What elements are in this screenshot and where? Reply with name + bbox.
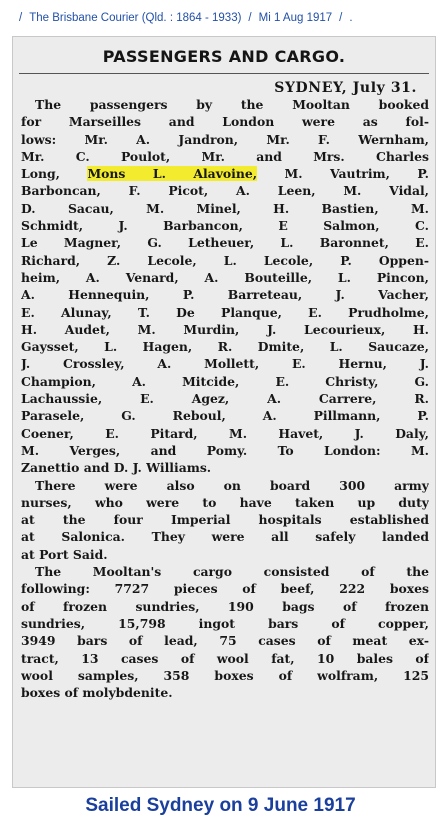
- article-line: Richard, Z. Lecole, L. Lecole, P. Oppen-: [21, 252, 429, 268]
- article-line: for Marseilles and London were as fol-: [21, 114, 429, 130]
- article-body: [21, 96, 429, 701]
- article-line: Coener, E. Pitard, M. Havet, J. Daly,: [21, 425, 429, 441]
- breadcrumb-page-link[interactable]: .: [349, 12, 353, 24]
- image-caption: Sailed Sydney on 9 June 1917: [85, 795, 356, 816]
- article-line: The Mooltan's cargo consisted of the: [35, 564, 429, 580]
- article-line: Long, Mons L. Alavoine, M. Vautrim, P.: [21, 166, 429, 182]
- breadcrumb-newspaper-link[interactable]: The Brisbane Courier (Qld. : 1864 - 1933): [29, 12, 242, 24]
- article-line: Schmidt, J. Barbancon, E Salmon, C.: [21, 218, 429, 234]
- article-line: wool samples, 358 boxes of wolfram, 125: [21, 667, 429, 683]
- article-line: M. Verges, and Pomy. To London: M.: [21, 442, 429, 458]
- article-line: at Port Said.: [21, 546, 108, 562]
- article-line: at Salonica. They were all safely landed: [21, 529, 429, 545]
- newspaper-article-clipping: [12, 36, 436, 788]
- breadcrumb-separator: /: [339, 12, 343, 24]
- article-line: at the four Imperial hospitals established: [21, 512, 429, 528]
- article-line: Champion, A. Mitcide, E. Christy, G.: [21, 373, 429, 389]
- article-line: 3949 bars of lead, 75 cases of meat ex-: [21, 633, 429, 649]
- article-line: nurses, who were to have taken up duty: [21, 494, 429, 510]
- article-line: Parasele, G. Reboul, A. Pillmann, P.: [21, 408, 429, 424]
- article-line: The passengers by the Mooltan booked: [35, 97, 429, 112]
- highlighted-name: Mons L. Alavoine,: [87, 166, 258, 182]
- article-line: Lachaussie, E. Agez, A. Carrere, R.: [21, 391, 429, 407]
- article-headline: PASSENGERS AND CARGO.: [102, 47, 346, 66]
- article-line: heim, A. Venard, A. Bouteille, L. Pincon,: [21, 269, 429, 285]
- article-line: E. Alunay, T. De Planque, E. Prudholme,: [21, 304, 429, 320]
- article-dateline: SYDNEY, July 31.: [274, 80, 417, 96]
- article-line: tract, 13 cases of wool fat, 10 bales of: [21, 650, 429, 666]
- article-line: Zanettio and D. J. Williams.: [21, 460, 212, 476]
- article-line: There were also on board 300 army: [35, 477, 429, 493]
- article-line: Le Magner, G. Letheuer, L. Baronnet, E.: [21, 235, 429, 251]
- article-line: A. Hennequin, P. Barreteau, J. Vacher,: [21, 287, 429, 303]
- article-line: Barboncan, F. Picot, A. Leen, M. Vidal,: [21, 183, 429, 199]
- article-line: Mr. C. Poulot, Mr. and Mrs. Charles: [21, 148, 429, 164]
- headline-rule: [19, 73, 429, 74]
- article-line: following: 7727 pieces of beef, 222 boxes: [21, 581, 429, 597]
- article-line: Gaysset, L. Hagen, R. Dmite, L. Saucaze,: [21, 339, 429, 355]
- breadcrumb-separator: /: [19, 12, 23, 24]
- article-line: D. Sacau, M. Minel, H. Bastien, M.: [21, 200, 429, 216]
- article-line: sundries, 15,798 ingot bars of copper,: [21, 615, 429, 631]
- breadcrumb-separator: /: [248, 12, 252, 24]
- article-line: H. Audet, M. Murdin, J. Lecourieux, H.: [21, 321, 429, 337]
- breadcrumb-date-link[interactable]: Mi 1 Aug 1917: [258, 12, 333, 24]
- article-line: boxes of molybdenite.: [21, 685, 173, 701]
- article-line: J. Crossley, A. Mollett, E. Hernu, J.: [21, 356, 429, 372]
- breadcrumb: [0, 0, 441, 36]
- article-line: of frozen sundries, 190 bags of frozen: [21, 598, 429, 614]
- article-line: lows: Mr. A. Jandron, Mr. F. Wernham,: [21, 131, 429, 147]
